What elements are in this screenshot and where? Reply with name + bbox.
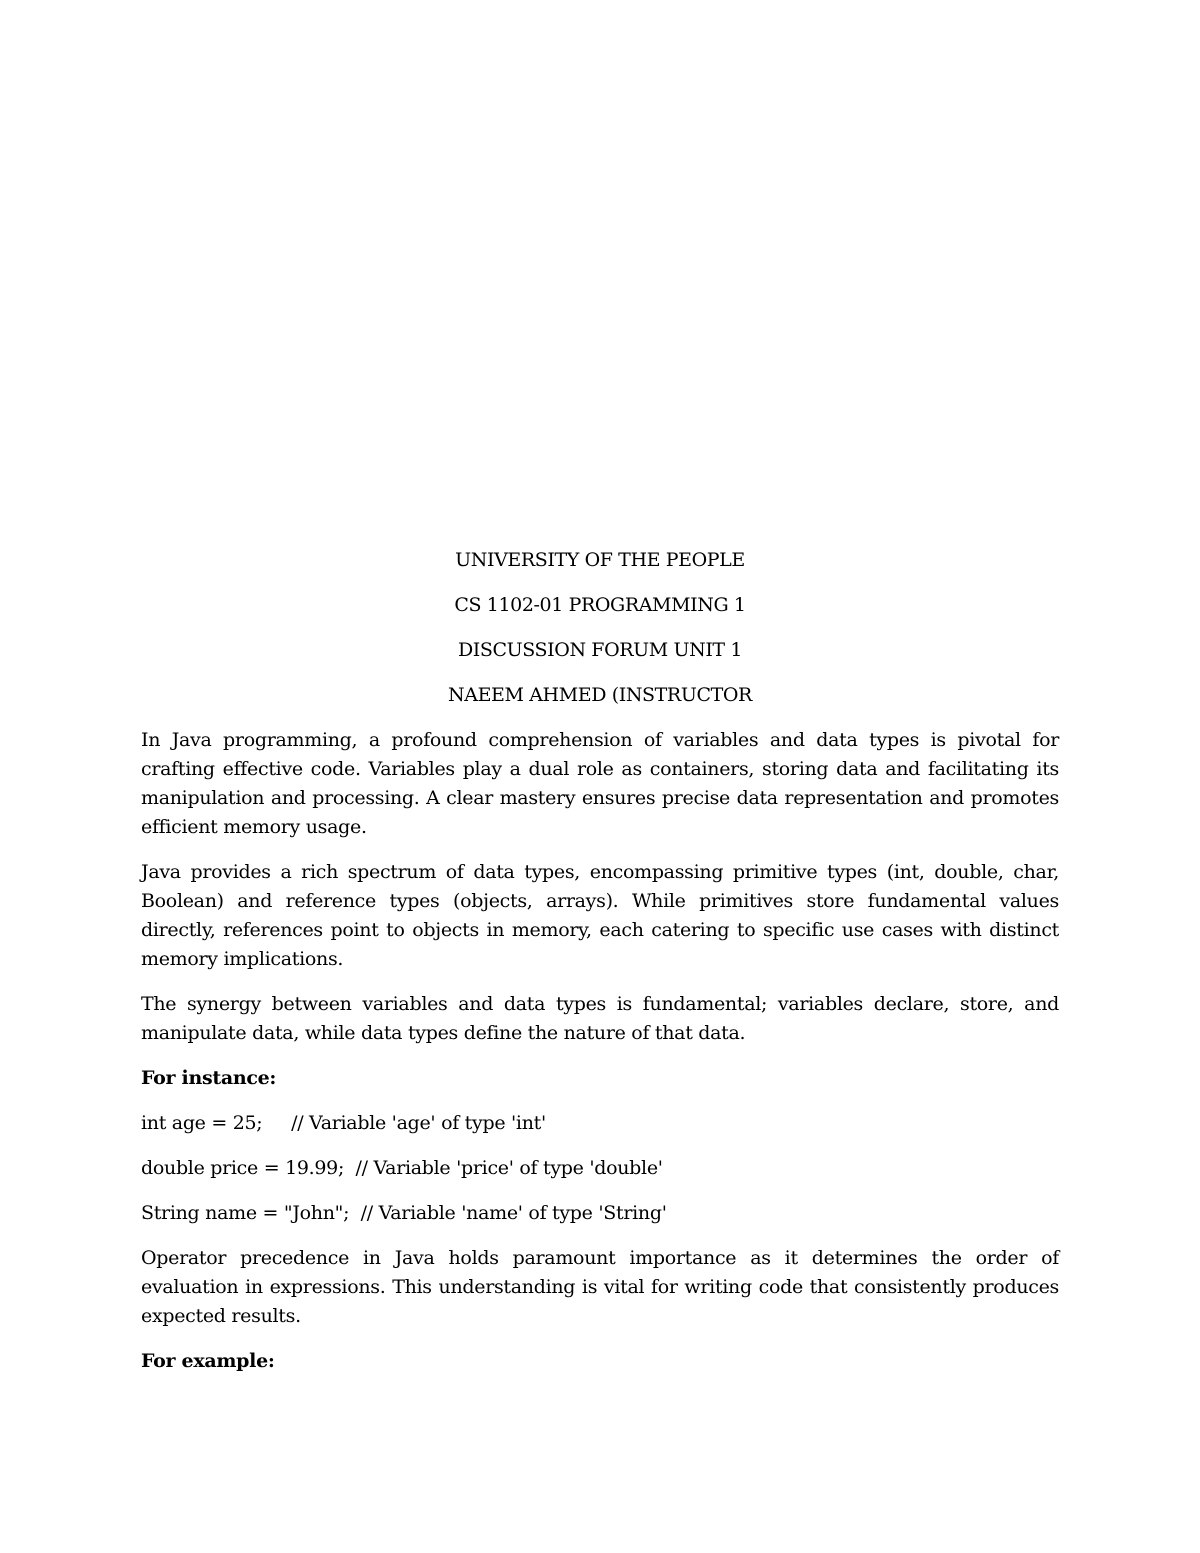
title-block <box>0 546 1200 726</box>
instance-heading: For instance: <box>141 1067 277 1089</box>
paragraph-variables: In Java programming, a profound comprehension of variables and data types is pivotal for crafting effective code. Variables play a dual role as containers, storing data and facilitating its manipulation and processing. A clear mastery ensures precise data representation and promotes efficient memory usage. <box>141 729 1059 838</box>
paragraph-operator-precedence: Operator precedence in Java holds paramount importance as it determines the order of evaluation in expressions. This understanding is vital for writing code that consistently produces expected results. <box>141 1247 1059 1327</box>
paragraph-data-types: Java provides a rich spectrum of data types, encompassing primitive types (int, double, char, Boolean) and reference types (objects, arrays). While primitives store fundamental values directly, references point to objects in memory, each catering to specific use cases with distinct memory implications. <box>141 861 1059 970</box>
code-line-age: int age = 25; // Variable 'age' of type 'int' <box>141 1112 546 1134</box>
document-body <box>141 726 1059 1392</box>
university-name: UNIVERSITY OF THE PEOPLE <box>455 549 745 571</box>
course-title: CS 1102-01 PROGRAMMING 1 <box>454 594 746 616</box>
code-line-price: double price = 19.99; // Variable 'price' of type 'double' <box>141 1157 663 1179</box>
code-line-name: String name = "John"; // Variable 'name' of type 'String' <box>141 1202 667 1224</box>
forum-title: DISCUSSION FORUM UNIT 1 <box>457 639 743 661</box>
example-heading: For example: <box>141 1350 275 1372</box>
paragraph-synergy: The synergy between variables and data types is fundamental; variables declare, store, and manipulate data, while data types define the nature of that data. <box>141 993 1059 1044</box>
instructor-name: NAEEM AHMED (INSTRUCTOR <box>448 684 752 706</box>
